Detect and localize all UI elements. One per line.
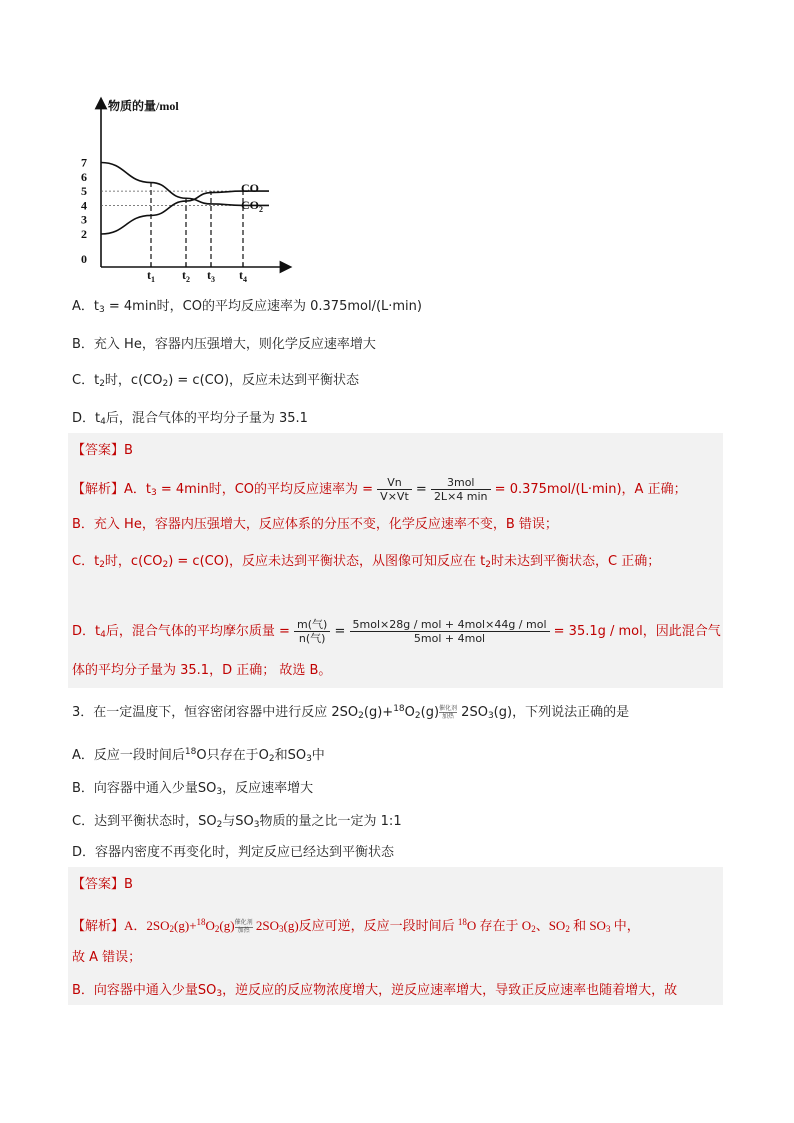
q2-analysis-c: C．$t_2$时，$c(CO_2) = c(CO)$，反应未达到平衡状态，从图像可知反应在 $t_2$时未达到平衡状态，C 正确；: [72, 554, 661, 570]
q2-answer: 【答案】B: [72, 443, 133, 458]
q3-analysis-a-cont: 故 A 错误；: [72, 950, 142, 965]
x-tick-label: $t_1$: [147, 268, 155, 284]
mole-time-chart: [70, 95, 300, 285]
reaction-condition: 催化剂 加热: [439, 705, 458, 720]
y-axis-label: 物质的量/mol: [108, 99, 179, 113]
q2-option-b: B．充入 He，容器内压强增大，则化学反应速率增大: [72, 337, 376, 352]
x-tick-label: $t_3$: [207, 268, 215, 284]
y-tick-label: 3: [81, 212, 87, 227]
q3-analysis-a: 【解析】A．$2SO_2(g)+^{18}O_2(g)$ 催化剂 加热 $2SO_3(g)$反应可逆，反应一段时间后 $^{18}$O 存在于 $O_2$、$SO_2$ 和 $SO_3$ 中，: [72, 917, 640, 934]
reaction-condition-analysis: 催化剂 加热: [234, 919, 253, 934]
series-label-co: CO: [241, 181, 259, 195]
q3-answer: 【答案】B: [72, 877, 133, 892]
q2-option-d: D．$t_4$后，混合气体的平均分子量为 35.1: [72, 411, 308, 427]
y-tick-label: 6: [81, 169, 87, 184]
y-tick-label: 0: [81, 252, 87, 266]
y-tick-label: 2: [81, 227, 87, 241]
x-tick-label: $t_4$: [239, 268, 247, 284]
q3-option-c: C．达到平衡状态时，$SO_2$与$SO_3$物质的量之比一定为 1:1: [72, 814, 402, 830]
y-tick-label: 5: [81, 184, 87, 199]
q3-analysis-b: B．向容器中通入少量$SO_3$，逆反应的反应物浓度增大，逆反应速率增大，导致正反应速率也随着增大，故: [72, 983, 678, 999]
q3-option-a: A．反应一段时间后$^{18}$O只存在于$O_2$和$SO_3$中: [72, 747, 325, 764]
q2-option-c: C．$t_2$时，$c(CO_2) = c(CO)$，反应未达到平衡状态: [72, 373, 360, 389]
q2-analysis-a: 【解析】A．$t_3 = 4\min$时，CO的平均反应速率为 = $\frac{Vn}{V\times Vt}$ = $\frac{\text{3mol}}{2L\times 4 \min}$ = 0.375mol/(L·min)，A 正确；: [72, 476, 687, 503]
y-tick-label: 7: [81, 155, 87, 170]
series-label-co2: $CO_2$: [241, 198, 263, 214]
q2-analysis-d: D．$t_4$后，混合气体的平均摩尔质量 = $\frac{\text{m(气)}}{\text{n(气)}}$ = $\frac{\text{5mol×28g / mol + 4mol×44g / mol}}{\text{5mol + 4mol}}$ = 35.1g / mol，因此混合气: [72, 618, 721, 645]
q2-analysis-b: B．充入 He，容器内压强增大，反应体系的分压不变，化学反应速率不变，B 错误；: [72, 517, 558, 532]
q3-option-b: B．向容器中通入少量$SO_3$，反应速率增大: [72, 781, 314, 797]
q2-option-a: A．$t_3 = 4\min$时，CO的平均反应速率为 0.375mol/(L·min): [72, 299, 422, 315]
x-tick-label: $t_2$: [182, 268, 190, 284]
q2-analysis-d-cont: 体的平均分子量为 35.1，D 正确； 故选 B。: [72, 663, 332, 678]
y-tick-label: 4: [81, 198, 87, 213]
q3-option-d: D．容器内密度不再变化时，判定反应已经达到平衡状态: [72, 845, 395, 860]
q3-stem: 3．在一定温度下，恒容密闭容器中进行反应 $2SO_2(g)+^{18}O_2(g)$ 催化剂 加热 $2SO_3(g)$，下列说法正确的是: [72, 704, 630, 721]
